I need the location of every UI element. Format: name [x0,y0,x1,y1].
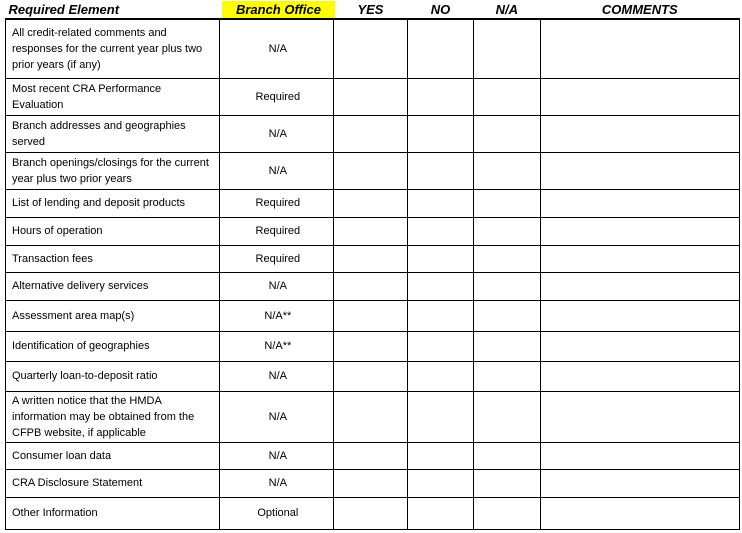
header-row [6,0,740,19]
no-cell[interactable] [407,245,473,272]
branch-office-cell: N/A [220,391,334,442]
element-cell: Other Information [6,497,220,529]
no-cell[interactable] [407,272,473,300]
branch-office-cell: Optional [220,497,334,529]
branch-office-cell: N/A** [220,300,334,331]
table-row [6,189,740,217]
comments-cell[interactable] [540,115,739,152]
no-cell[interactable] [407,217,473,245]
element-cell: Most recent CRA Performance Evaluation [6,78,220,115]
element-cell: Assessment area map(s) [6,300,220,331]
yes-cell[interactable] [334,272,408,300]
comments-cell[interactable] [540,361,739,391]
branch-office-cell: N/A [220,442,334,469]
branch-office-cell: N/A [220,361,334,391]
na-cell[interactable] [474,361,540,391]
no-cell[interactable] [407,497,473,529]
yes-cell[interactable] [334,19,408,78]
yes-cell[interactable] [334,217,408,245]
comments-cell[interactable] [540,300,739,331]
yes-cell[interactable] [334,300,408,331]
table-row [6,78,740,115]
no-cell[interactable] [407,331,473,361]
branch-office-cell: N/A [220,469,334,497]
comments-cell[interactable] [540,152,739,189]
no-cell[interactable] [407,469,473,497]
element-cell: Alternative delivery services [6,272,220,300]
element-cell: Hours of operation [6,217,220,245]
na-cell[interactable] [474,442,540,469]
na-cell[interactable] [474,115,540,152]
yes-cell[interactable] [334,152,408,189]
header-branch-office [220,0,334,19]
no-cell[interactable] [407,300,473,331]
table-row [6,361,740,391]
yes-cell[interactable] [334,469,408,497]
header-comments: COMMENTS [540,0,739,19]
table-row [6,115,740,152]
na-cell[interactable] [474,331,540,361]
element-cell: Quarterly loan-to-deposit ratio [6,361,220,391]
table-row [6,152,740,189]
yes-cell[interactable] [334,361,408,391]
na-cell[interactable] [474,245,540,272]
table-row [6,391,740,442]
table-row [6,19,740,78]
no-cell[interactable] [407,391,473,442]
element-cell: Identification of geographies [6,331,220,361]
branch-office-cell: Required [220,217,334,245]
yes-cell[interactable] [334,497,408,529]
header-no: NO [407,0,473,19]
element-cell: Branch addresses and geographies served [6,115,220,152]
comments-cell[interactable] [540,391,739,442]
na-cell[interactable] [474,497,540,529]
branch-office-cell: Required [220,189,334,217]
no-cell[interactable] [407,78,473,115]
branch-office-cell: N/A [220,272,334,300]
table-row [6,217,740,245]
branch-office-cell: Required [220,245,334,272]
no-cell[interactable] [407,115,473,152]
checklist-table [5,0,740,530]
table-row [6,245,740,272]
no-cell[interactable] [407,19,473,78]
element-cell: All credit-related comments and responses for the current year plus two prior years (if any) [6,19,220,78]
comments-cell[interactable] [540,497,739,529]
element-cell: Branch openings/closings for the current year plus two prior years [6,152,220,189]
branch-office-cell: N/A** [220,331,334,361]
na-cell[interactable] [474,152,540,189]
table-row [6,272,740,300]
comments-cell[interactable] [540,19,739,78]
no-cell[interactable] [407,442,473,469]
comments-cell[interactable] [540,272,739,300]
yes-cell[interactable] [334,78,408,115]
branch-office-cell: N/A [220,115,334,152]
na-cell[interactable] [474,469,540,497]
na-cell[interactable] [474,217,540,245]
header-branch-office-label: Branch Office [222,1,335,18]
branch-office-cell: N/A [220,152,334,189]
na-cell[interactable] [474,300,540,331]
table-row [6,442,740,469]
na-cell[interactable] [474,189,540,217]
branch-office-cell: Required [220,78,334,115]
element-cell: Consumer loan data [6,442,220,469]
yes-cell[interactable] [334,442,408,469]
branch-office-cell: N/A [220,19,334,78]
yes-cell[interactable] [334,189,408,217]
comments-cell[interactable] [540,189,739,217]
comments-cell[interactable] [540,469,739,497]
element-cell: A written notice that the HMDA information may be obtained from the CFPB website, if applicable [6,391,220,442]
comments-cell[interactable] [540,245,739,272]
comments-cell[interactable] [540,78,739,115]
comments-cell[interactable] [540,442,739,469]
table-row [6,497,740,529]
table-row [6,300,740,331]
na-cell[interactable] [474,19,540,78]
element-cell: Transaction fees [6,245,220,272]
no-cell[interactable] [407,189,473,217]
comments-cell[interactable] [540,331,739,361]
header-yes: YES [334,0,408,19]
table-row [6,469,740,497]
element-cell: CRA Disclosure Statement [6,469,220,497]
table-row [6,331,740,361]
yes-cell[interactable] [334,245,408,272]
na-cell[interactable] [474,391,540,442]
yes-cell[interactable] [334,331,408,361]
comments-cell[interactable] [540,217,739,245]
yes-cell[interactable] [334,391,408,442]
header-na: N/A [474,0,540,19]
na-cell[interactable] [474,272,540,300]
no-cell[interactable] [407,152,473,189]
element-cell: List of lending and deposit products [6,189,220,217]
na-cell[interactable] [474,78,540,115]
no-cell[interactable] [407,361,473,391]
header-required-element: Required Element [6,0,220,19]
yes-cell[interactable] [334,115,408,152]
